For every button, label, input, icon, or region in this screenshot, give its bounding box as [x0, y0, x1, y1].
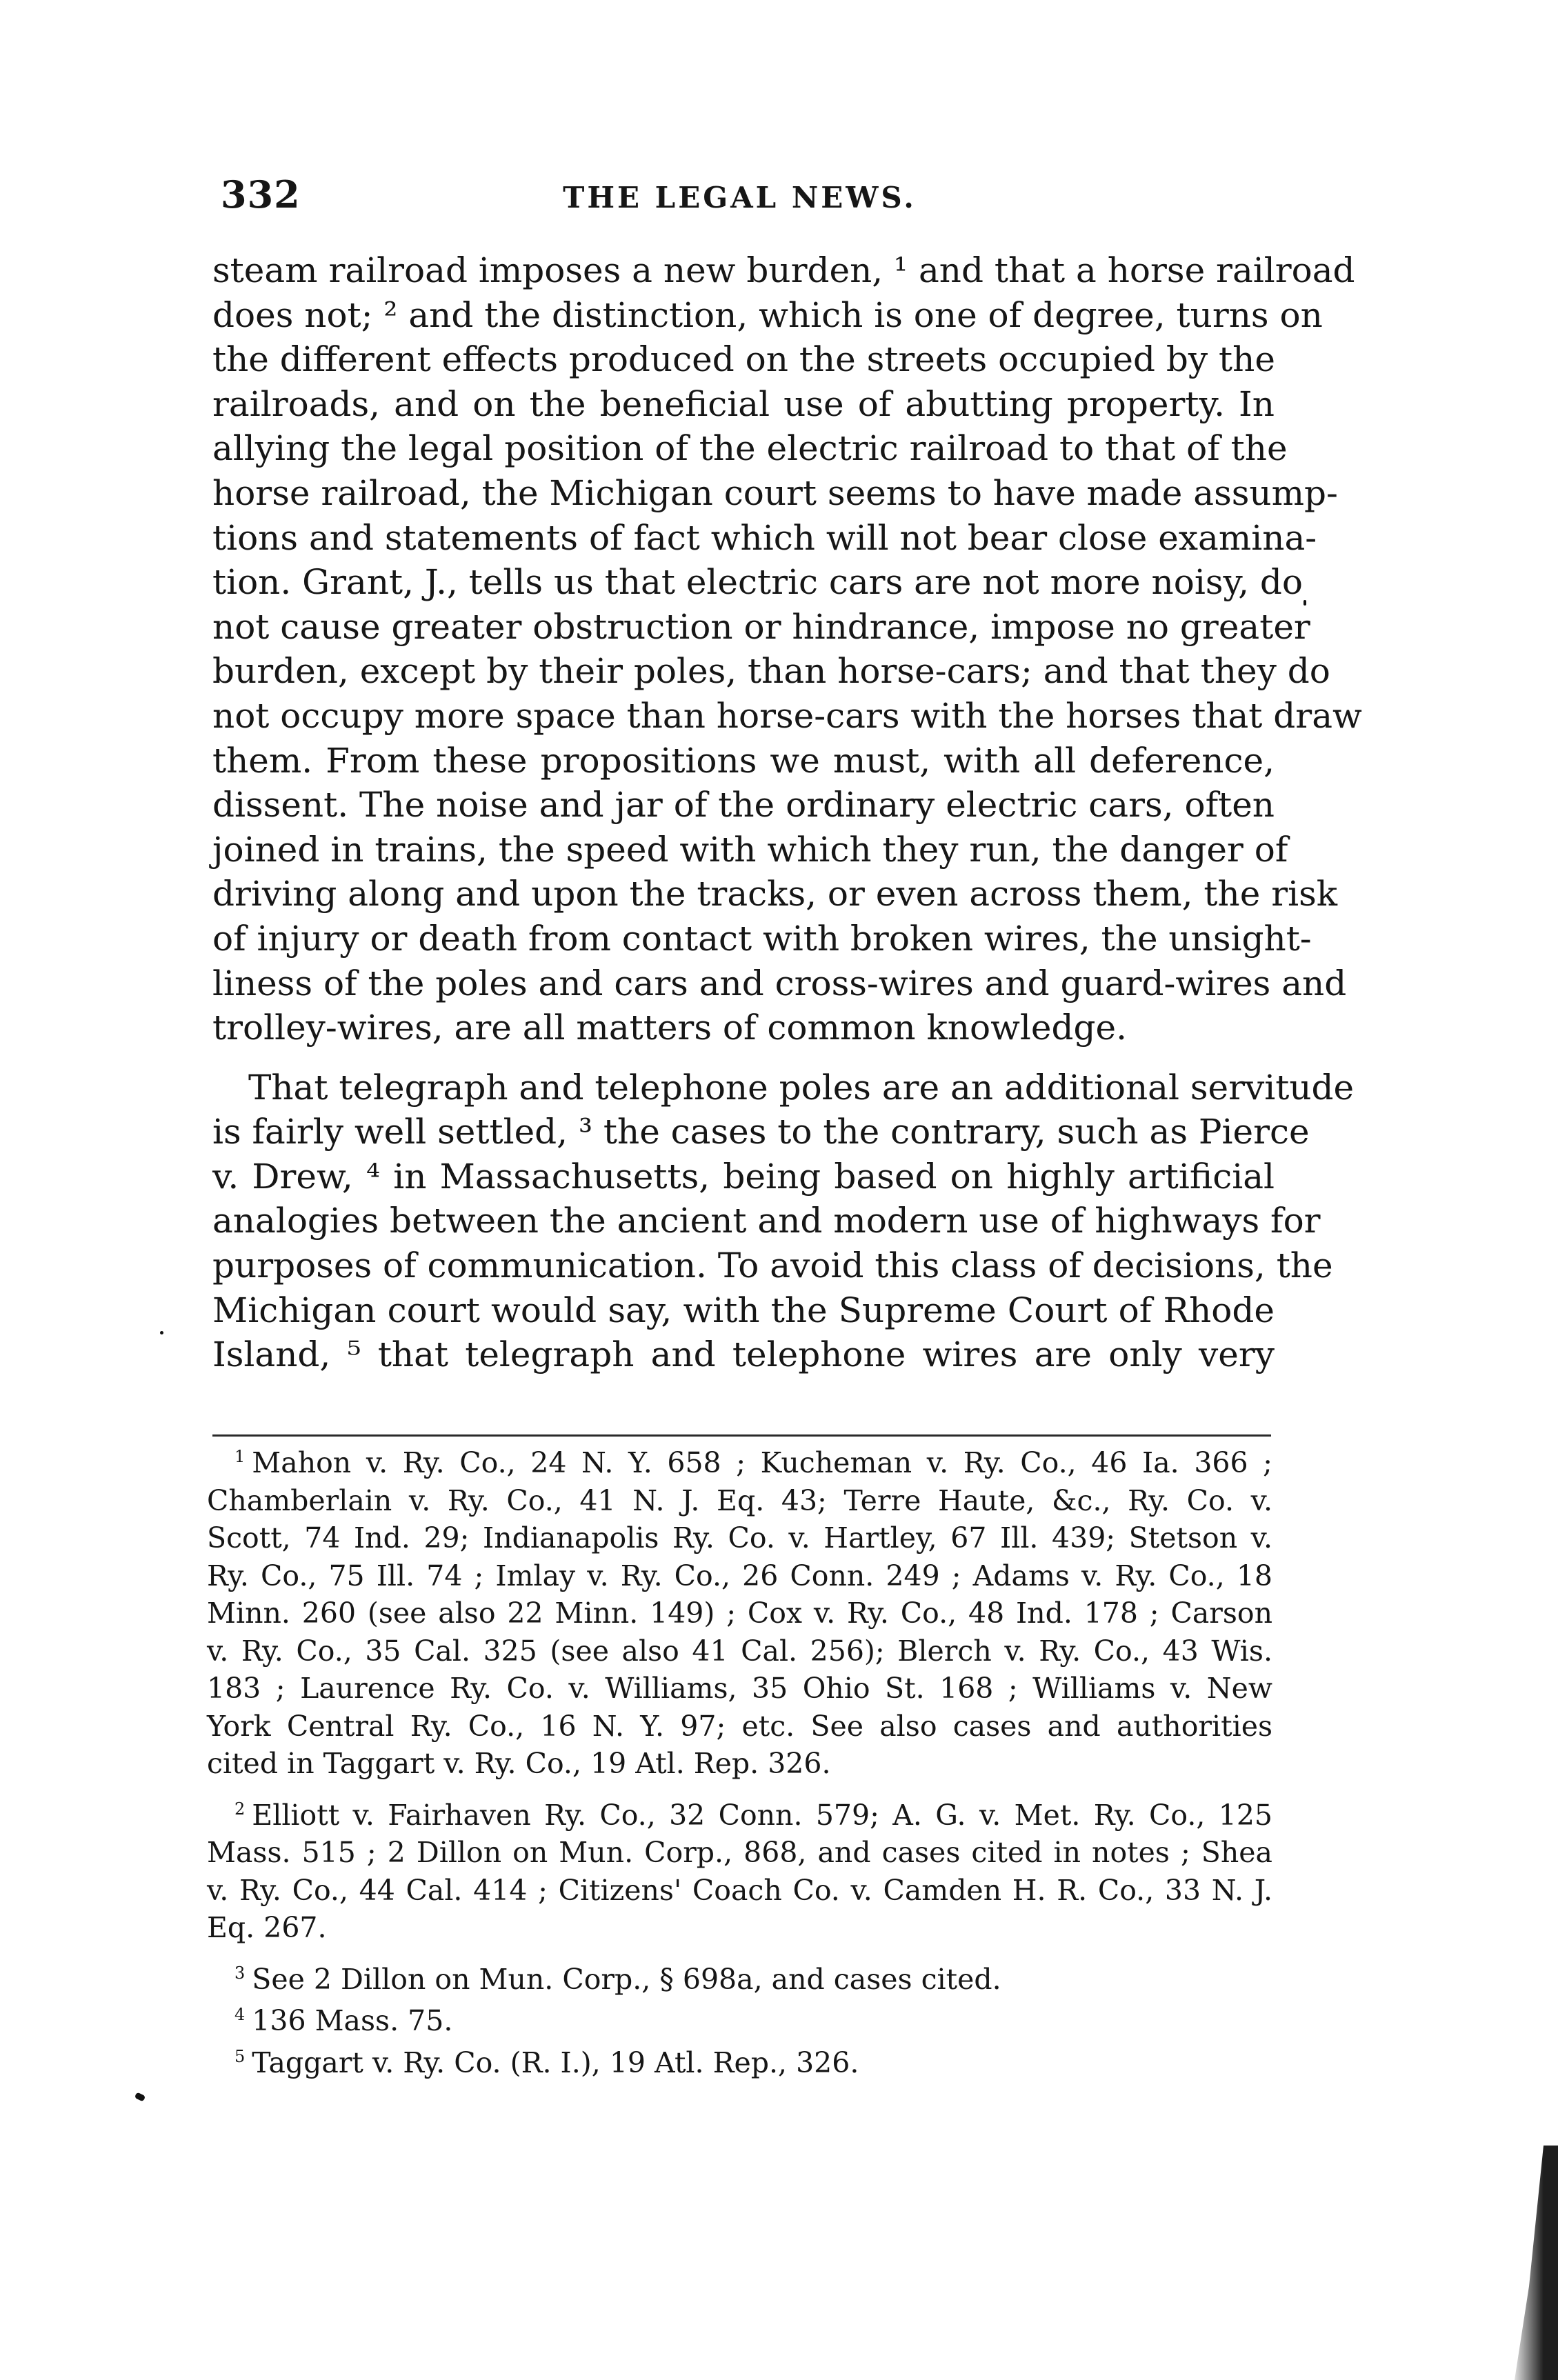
- ink-speck: [134, 2092, 146, 2101]
- text-line: liness of the poles and cars and cross-wires and guard-wires and: [212, 963, 1347, 1003]
- footnote-line: [207, 1797, 1272, 1834]
- paragraph-spacer: [212, 1050, 1275, 1066]
- running-head: [207, 172, 1272, 234]
- text-line: Island, ⁵ that telegraph and telephone wires are only very: [212, 1334, 1275, 1375]
- text-line: burden, except by their poles, than horse-cars; and that they do: [212, 651, 1330, 692]
- footnote-line: Scott, 74 Ind. 29; Indianapolis Ry. Co. v. Hartley, 67 Ill. 439; Stetson v.: [207, 1521, 1272, 1554]
- footnote-line: cited in Taggart v. Ry. Co., 19 Atl. Rep. 326.: [207, 1747, 831, 1780]
- footnote-text: Taggart v. Ry. Co. (R. I.), 19 Atl. Rep., 326.: [252, 2046, 859, 2079]
- footnote-marker: 1: [234, 1447, 246, 1467]
- text-line: dissent. The noise and jar of the ordinary electric cars, often: [212, 785, 1275, 826]
- footnote-3: [207, 1961, 1272, 1999]
- text-line: of injury or death from contact with broken wires, the unsight-: [212, 918, 1312, 959]
- paragraph-2: [212, 1066, 1355, 1377]
- footnote-marker: 3: [234, 1963, 246, 1983]
- text-line: is fairly well settled, ³ the cases to the contrary, such as Pierce: [212, 1112, 1310, 1152]
- footnote-line: 183 ; Laurence Ry. Co. v. Williams, 35 Ohio St. 168 ; Williams v. New: [207, 1672, 1272, 1705]
- footnote-line: [207, 2002, 1272, 2040]
- text-line: horse railroad, the Michigan court seems to have made assump-: [212, 472, 1338, 513]
- ink-speck: [160, 1331, 163, 1334]
- text-line: joined in trains, the speed with which they run, the danger of: [212, 829, 1288, 870]
- footnote-marker: 5: [234, 2046, 246, 2066]
- footnote-line: Minn. 260 (see also 22 Minn. 149) ; Cox v. Ry. Co., 48 Ind. 178 ; Carson: [207, 1597, 1272, 1630]
- text-line: the different effects produced on the streets occupied by the: [212, 339, 1275, 380]
- footnote-line: Mass. 515 ; 2 Dillon on Mun. Corp., 868, and cases cited in notes ; Shea: [207, 1836, 1272, 1869]
- paragraph-1: [212, 248, 1362, 1050]
- body-text: [212, 248, 1362, 1377]
- page-number: 332: [221, 172, 301, 217]
- text-line: not cause greater obstruction or hindrance, impose no greater: [212, 606, 1310, 647]
- text-line: driving along and upon the tracks, or even across them, the risk: [212, 874, 1338, 914]
- footnote-line: [207, 2044, 1272, 2082]
- footnote-spacer: [207, 1947, 1272, 1961]
- text-line: does not; ² and the distinction, which is one of degree, turns on: [212, 294, 1323, 335]
- text-line: analogies between the ancient and modern use of highways for: [212, 1201, 1321, 1241]
- footnote-line: [207, 1444, 1272, 1482]
- footnote-line: Eq. 267.: [207, 1911, 327, 1944]
- scan-edge-shadow: [1510, 2146, 1558, 2380]
- footnote-1: [207, 1444, 1272, 1783]
- footnote-5: [207, 2044, 1272, 2082]
- text-line: That telegraph and telephone poles are an additional servitude: [248, 1067, 1355, 1108]
- footnote-line: Chamberlain v. Ry. Co., 41 N. J. Eq. 43; Terre Haute, &c., Ry. Co. v.: [207, 1483, 1272, 1517]
- footnote-2: [207, 1797, 1272, 1947]
- footnote-line: [207, 1961, 1272, 1999]
- footnote-text: See 2 Dillon on Mun. Corp., § 698a, and cases cited.: [252, 1962, 1001, 1996]
- footnote-divider: [212, 1434, 1271, 1437]
- text-line: trolley-wires, are all matters of common knowledge.: [212, 1008, 1127, 1048]
- footnote-4: [207, 2002, 1272, 2040]
- footnote-line: v. Ry. Co., 44 Cal. 414 ; Citizens' Coach Co. v. Camden H. R. Co., 33 N. J.: [207, 1873, 1272, 1907]
- footnote-marker: 2: [234, 1799, 246, 1819]
- journal-title: THE LEGAL NEWS.: [563, 181, 917, 214]
- footnote-text: 136 Mass. 75.: [252, 2004, 453, 2037]
- footnote-line: v. Ry. Co., 35 Cal. 325 (see also 41 Cal. 256); Blerch v. Ry. Co., 43 Wis.: [207, 1634, 1272, 1668]
- footnote-text: Elliott v. Fairhaven Ry. Co., 32 Conn. 579; A. G. v. Met. Ry. Co., 125: [252, 1798, 1272, 1832]
- footnotes: [207, 1444, 1272, 2081]
- footnote-line: York Central Ry. Co., 16 N. Y. 97; etc. See also cases and authorities: [207, 1709, 1272, 1743]
- footnote-text: Mahon v. Ry. Co., 24 N. Y. 658 ; Kucheman v. Ry. Co., 46 Ia. 366 ;: [252, 1446, 1272, 1479]
- text-line: tions and statements of fact which will not bear close examina-: [212, 517, 1317, 558]
- text-line: Michigan court would say, with the Supreme Court of Rhode: [212, 1290, 1275, 1330]
- text-line: steam railroad imposes a new burden, ¹ and that a horse railroad: [212, 250, 1355, 290]
- text-line: purposes of communication. To avoid this class of decisions, the: [212, 1246, 1333, 1286]
- footnote-spacer: [207, 1783, 1272, 1797]
- ink-speck: [1304, 600, 1306, 606]
- text-line: v. Drew, ⁴ in Massachusetts, being based on highly artificial: [212, 1156, 1275, 1197]
- text-line: allying the legal position of the electric railroad to that of the: [212, 428, 1288, 469]
- footnote-marker: 4: [234, 2005, 246, 2025]
- text-line: railroads, and on the beneficial use of abutting property. In: [212, 383, 1275, 424]
- text-line: them. From these propositions we must, with all deference,: [212, 740, 1275, 781]
- footnote-line: Ry. Co., 75 Ill. 74 ; Imlay v. Ry. Co., 26 Conn. 249 ; Adams v. Ry. Co., 18: [207, 1559, 1272, 1592]
- text-line: tion. Grant, J., tells us that electric cars are not more noisy, do: [212, 562, 1303, 603]
- text-line: not occupy more space than horse-cars with the horses that draw: [212, 695, 1362, 736]
